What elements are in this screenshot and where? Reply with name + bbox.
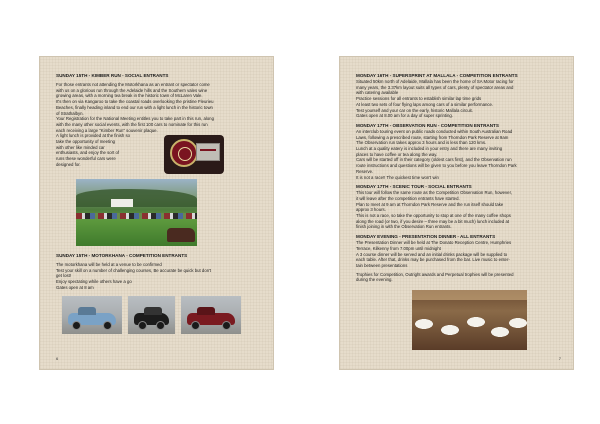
text-line: each receiving a large "Kimber Run" souvenir plaque. xyxy=(56,127,158,133)
text-line: Enjoy spectating while others have a go xyxy=(56,279,132,285)
text-line: Laws, following a prescribed route, starting from Thorndon Park Reserve at 9am xyxy=(356,134,509,140)
text-line: At least two sets of four flying laps among cars of a similar performance. xyxy=(356,101,494,107)
text-line: with other like minded car xyxy=(56,144,105,150)
text-line: runs these wonderful cars were xyxy=(56,156,116,162)
motorkhana-section xyxy=(56,253,261,291)
car-display-lawn-photo xyxy=(76,179,197,246)
text-line: Gates open at 8.00 am for a day of super sprinting. xyxy=(356,113,453,119)
text-line: An interclub touring event on public roads conducted within South Australian Road xyxy=(356,128,513,134)
kimber-run-text xyxy=(56,82,261,168)
black-vintage-car-photo xyxy=(128,296,175,334)
text-line: A 3 course dinner will be served and an initial drinks package will be supplied to xyxy=(356,251,508,257)
text-line: finish joining in with the Observation Run entrants. xyxy=(356,224,452,230)
supersprint-heading: MONDAY 16TH - SUPERSPRINT AT MALLALA - COMPETITION ENTRANTS xyxy=(356,73,518,78)
text-line: route instructions and questions will be given to you before you leave Thorndon Park xyxy=(356,163,517,169)
page-left xyxy=(40,57,273,369)
text-line: designed for. xyxy=(56,161,81,167)
text-line: For those entrants not attending the Motorkhana as an entrant or spectator come xyxy=(56,82,210,87)
text-line: growing areas, with a morning tea break in the historic town of McLaren Vale. xyxy=(56,93,203,99)
text-line: It is not a race!! The quickest time won't win xyxy=(356,174,439,180)
observation-run-text xyxy=(356,129,561,180)
text-line: This is not a race, so take the opportunity to stop at one of the many coffee shops xyxy=(356,213,511,219)
text-line: tain between presentations xyxy=(356,262,408,268)
text-line: Beaches, finally heading inland to end our run with a light lunch in the historic town xyxy=(56,104,213,110)
text-line: A light lunch is provided at the finish so xyxy=(56,133,131,139)
text-line: It's then on via Kangaroo to take the coastal roads overlooking the pristine Fleurieu xyxy=(56,99,214,105)
text-line: Situated 50km north of Adelaide, Mallala has been the home of SA Motor racing for xyxy=(356,79,514,84)
kimber-run-plaque-image xyxy=(164,135,224,174)
text-line: take the opportunity of meeting xyxy=(56,139,116,145)
text-line: with us on a glorious run through the Adelaide hills and the Southern vales wine xyxy=(56,87,208,93)
text-line: Test your skill on a number of challenging courses, Be accurate be quick but don't xyxy=(56,267,212,273)
page-number: 7 xyxy=(558,356,561,361)
text-line: during the evening. xyxy=(356,277,393,283)
text-line: The Observation run takes approx 3 hours and is less than 120 kms. xyxy=(356,140,487,146)
presentation-dinner-hall-photo xyxy=(412,290,527,350)
blue-roadster-photo xyxy=(62,296,122,334)
text-line: with catering available xyxy=(356,90,399,96)
presentation-dinner-text xyxy=(356,240,561,283)
text-line: Cars will be started off in their category (oldest cars first), and the Observation run xyxy=(356,157,512,163)
text-line: This tour will follow the same route as the Competition Observation Run, however, xyxy=(356,190,512,196)
observation-run-heading: MONDAY 17TH - OBSERVATION RUN - COMPETITION ENTRANTS xyxy=(356,122,499,128)
page-right-content xyxy=(356,73,561,283)
red-mg-car-photo xyxy=(181,296,241,334)
text-line: The Presentation Dinner will be held at The Donato Reception Centre, Humphries xyxy=(356,240,512,246)
presentation-dinner-heading: MONDAY EVENING - PRESENTATION DINNER - ALL ENTRANTS xyxy=(356,234,496,240)
kimber-run-heading: SUNDAY 15TH - KIMBER RUN - SOCIAL ENTRANTS xyxy=(56,73,169,78)
text-line: many years, the 3.37km layout suits all types of cars, plenty of spectator areas and xyxy=(356,84,514,90)
scenic-tour-text xyxy=(356,190,561,230)
text-line: it will leave after the competition entrants have started. xyxy=(356,195,460,201)
text-line: places to have coffee or tea along the way. xyxy=(356,151,438,157)
text-line: Terrace, Kilkenny from 7.00pm until midnight xyxy=(356,245,441,251)
text-line: enthusiasts, and enjoy the sort of xyxy=(56,150,120,156)
motorkhana-heading: SUNDAY 15TH - MOTORKHANA - COMPETITION ENTRANTS xyxy=(56,253,188,258)
supersprint-text xyxy=(356,79,561,119)
text-line: Plan to meet at 9 am at Thorndon Park Reserve and the run itself should take xyxy=(356,201,504,207)
text-line: Lunch at a quality eatery is included in your entry and there are many inviting xyxy=(356,146,503,152)
text-line: Reserve. xyxy=(356,168,374,174)
text-line: Practice sessions for all entrants to establish similar lap time grids xyxy=(356,96,482,102)
plaque-plate xyxy=(196,143,220,161)
page-left-content xyxy=(56,73,261,168)
text-line: The motorkhana will be held at a venue to be confirmed xyxy=(56,262,162,267)
text-line: with the many other social events, with the first 100 cars to nominate for this run xyxy=(56,121,208,127)
text-line: each table. After that, drinks may be purchased from the bar. Live music to enter- xyxy=(356,257,510,263)
scenic-tour-heading: MONDAY 17TH - SCENIC TOUR - SOCIAL ENTRANTS xyxy=(356,184,472,190)
text-line: Gates open at 8 am xyxy=(56,284,94,290)
page-number: 6 xyxy=(56,356,59,361)
text-line: get lost! xyxy=(56,273,72,279)
page-right xyxy=(340,57,573,369)
text-line: of Strathalbyn. xyxy=(56,110,84,116)
text-line: Your Registration for the National Meeting entitles you to take part in this run, along xyxy=(56,116,214,122)
text-line: approx 3 hours. xyxy=(356,207,386,213)
text-line: Test yourself and your car on the early, historic Mallala circuit. xyxy=(356,107,473,113)
text-line: along the road (or two, if you desire – three may be a bit much) lunch included at xyxy=(356,218,510,224)
text-line: Trophies for Competition, Outright awards and Perpetual trophies will be presented xyxy=(356,271,514,277)
plaque-disc xyxy=(170,139,198,167)
motorkhana-text xyxy=(56,262,261,291)
